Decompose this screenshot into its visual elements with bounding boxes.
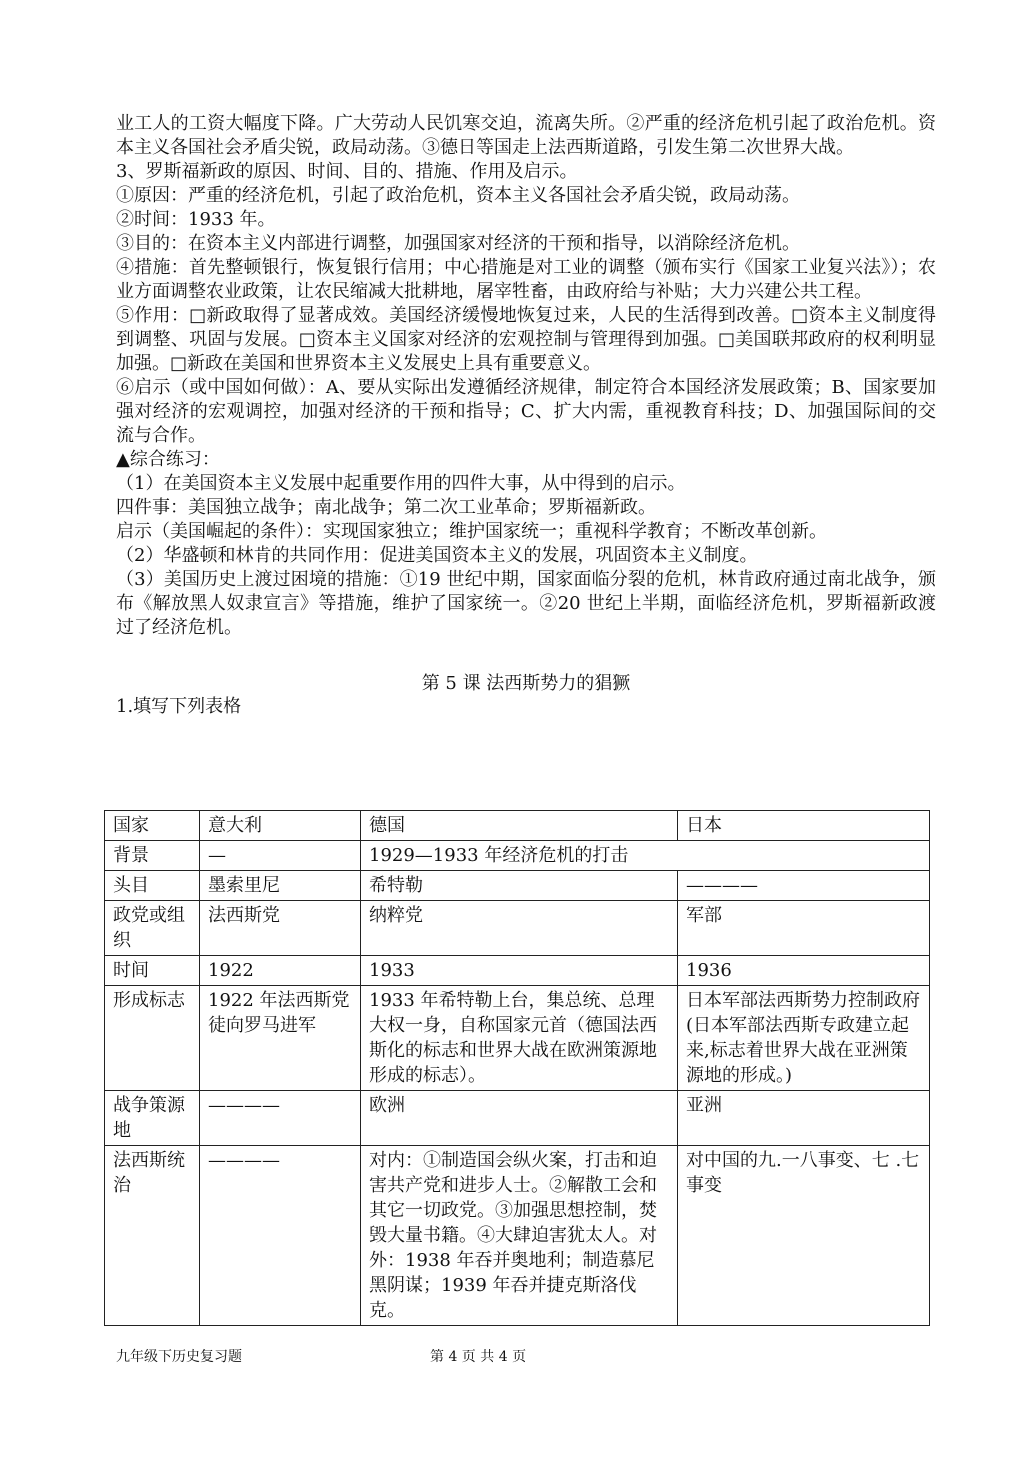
- row-label: 法西斯统治: [105, 1146, 200, 1326]
- table-row: [105, 986, 930, 1091]
- cell: 纳粹党: [361, 901, 678, 956]
- paragraph: ①原因：严重的经济危机，引起了政治危机，资本主义各国社会矛盾尖锐，政局动荡。: [116, 185, 800, 206]
- cell: ————: [200, 1146, 361, 1326]
- cell: 墨索里尼: [200, 871, 361, 901]
- table-row: [105, 956, 930, 986]
- paragraph: 四件事：美国独立战争；南北战争；第二次工业革命；罗斯福新政。: [116, 497, 656, 518]
- row-label: 政党或组织: [105, 901, 200, 956]
- paragraph: （3）美国历史上渡过困境的措施：①19 世纪中期，国家面临分裂的危机，林肯政府通过南北战争，颁布《解放黑人奴隶宣言》等措施，维护了国家统一。②20 世纪上半期，面临经济危机，罗斯福新政渡过了经济危机。: [116, 569, 936, 638]
- paragraph: （1）在美国资本主义发展中起重要作用的四件大事，从中得到的启示。: [116, 473, 686, 494]
- paragraph: （2）华盛顿和林肯的共同作用：促进美国资本主义的发展，巩固资本主义制度。: [116, 545, 758, 566]
- row-label: 时间: [105, 956, 200, 986]
- table-row: [105, 841, 930, 871]
- cell: 1929—1933 年经济危机的打击: [361, 841, 930, 871]
- paragraph: ②时间：1933 年。: [116, 209, 276, 230]
- cell: 1933: [361, 956, 678, 986]
- cell: 亚洲: [678, 1091, 930, 1146]
- header-cell: 日本: [678, 811, 930, 841]
- cell: 对中国的九.一八事变、七 .七事变: [678, 1146, 930, 1326]
- cell: ————: [678, 871, 930, 901]
- cell: 1922: [200, 956, 361, 986]
- header-cell: 德国: [361, 811, 678, 841]
- row-label: 战争策源地: [105, 1091, 200, 1146]
- cell: ————: [200, 1091, 361, 1146]
- cell: 希特勒: [361, 871, 678, 901]
- footer-page-number: 第 4 页 共 4 页: [430, 1349, 527, 1365]
- table-row: [105, 1146, 930, 1326]
- section-heading: 3、罗斯福新政的原因、时间、目的、措施、作用及启示。: [116, 161, 578, 182]
- table-row: [105, 901, 930, 956]
- cell: 对内：①制造国会纵火案，打击和迫害共产党和进步人士。②解散工会和其它一切政党。③加强思想控制，焚毁大量书籍。④大肆迫害犹太人。对外：1938 年吞并奥地利；制造慕尼黑阴谋；1939 年吞并捷克斯洛伐克。: [361, 1146, 678, 1326]
- cell: 军部: [678, 901, 930, 956]
- table-header-row: [105, 811, 930, 841]
- row-label: 形成标志: [105, 986, 200, 1091]
- paragraph: ③目的：在资本主义内部进行调整，加强国家对经济的干预和指导，以消除经济危机。: [116, 233, 800, 254]
- table-label: 1.填写下列表格: [116, 696, 242, 717]
- document-body: [116, 112, 936, 718]
- row-label: 背景: [105, 841, 200, 871]
- table-row: [105, 871, 930, 901]
- lesson-title: 第 5 课 法西斯势力的猖獗: [421, 673, 631, 694]
- paragraph: ⑤作用：□新政取得了显著成效。美国经济缓慢地恢复过来，人民的生活得到改善。□资本主义制度得到调整、巩固与发展。□资本主义国家对经济的宏观控制与管理得到加强。□美国联邦政府的权利明显加强。□新政在美国和世界资本主义发展史上具有重要意义。: [116, 305, 936, 374]
- cell: 1936: [678, 956, 930, 986]
- paragraph: ④措施：首先整顿银行，恢复银行信用；中心措施是对工业的调整（颁布实行《国家工业复兴法》）；农业方面调整农业政策，让农民缩减大批耕地，屠宰牲畜，由政府给与补贴；大力兴建公共工程。: [116, 257, 936, 302]
- cell: 1933 年希特勒上台，集总统、总理大权一身，自称国家元首（德国法西斯化的标志和世界大战在欧洲策源地形成的标志）。: [361, 986, 678, 1091]
- footer-doc-title: 九年级下历史复习题: [116, 1349, 242, 1365]
- header-cell: 国家: [105, 811, 200, 841]
- table-row: [105, 1091, 930, 1146]
- cell: 1922 年法西斯党徒向罗马进军: [200, 986, 361, 1091]
- header-cell: 意大利: [200, 811, 361, 841]
- paragraph: 业工人的工资大幅度下降。广大劳动人民饥寒交迫，流离失所。②严重的经济危机引起了政治危机。资本主义各国社会矛盾尖锐，政局动荡。③德日等国走上法西斯道路，引发生第二次世界大战。: [116, 113, 936, 158]
- row-label: 头目: [105, 871, 200, 901]
- section-heading: ▲综合练习：: [116, 449, 220, 470]
- paragraph: ⑥启示（或中国如何做）：A、要从实际出发遵循经济规律，制定符合本国经济发展政策；B、国家要加强对经济的宏观调控，加强对经济的干预和指导；C、扩大内需，重视教育科技；D、加强国际间的交流与合作。: [116, 377, 936, 446]
- cell: —: [200, 841, 361, 871]
- cell: 欧洲: [361, 1091, 678, 1146]
- fascism-table: [104, 810, 930, 1326]
- cell: 日本军部法西斯势力控制政府(日本军部法西斯专政建立起来,标志着世界大战在亚洲策源地的形成。): [678, 986, 930, 1091]
- cell: 法西斯党: [200, 901, 361, 956]
- paragraph: 启示（美国崛起的条件）：实现国家独立；维护国家统一；重视科学教育；不断改革创新。: [116, 521, 827, 542]
